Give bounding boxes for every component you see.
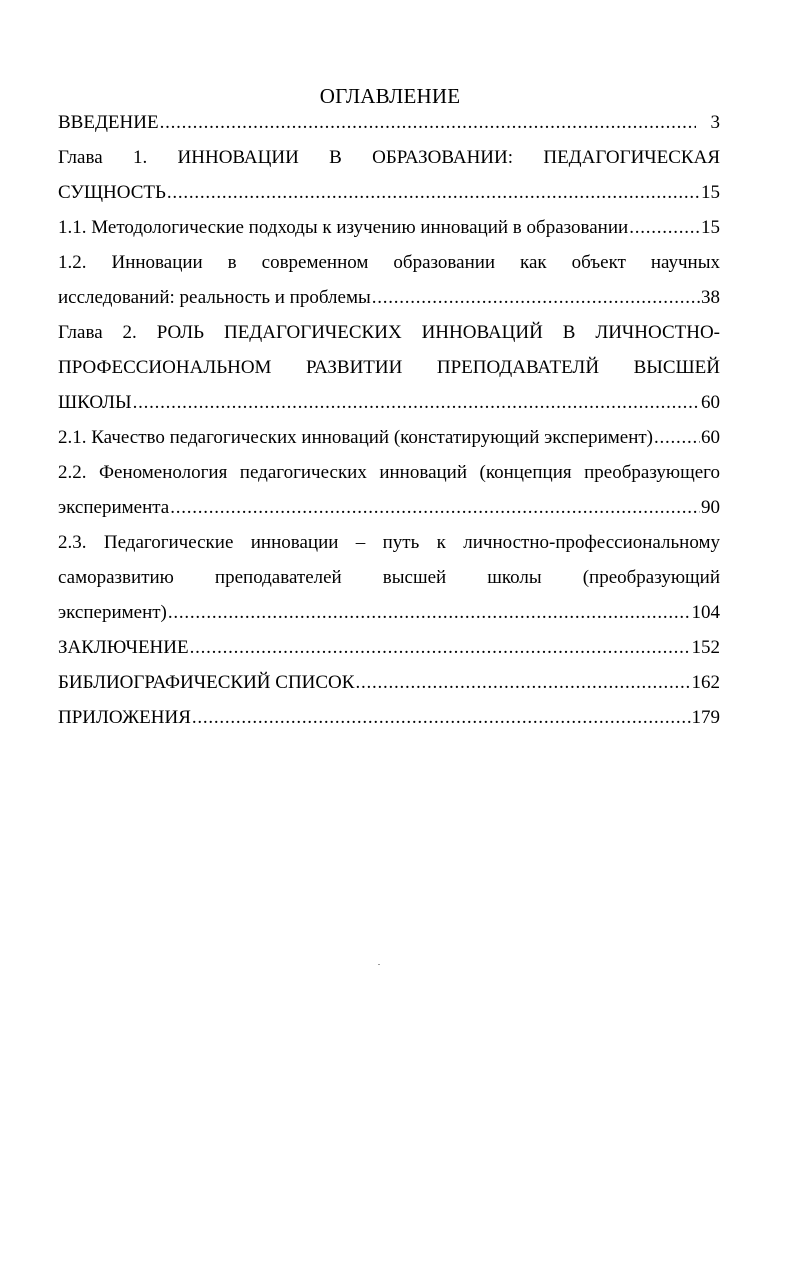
toc-row [58,388,720,417]
toc-label: 1.1. Методологические подходы к изучению инноваций в образовании [58,217,629,238]
toc-row [58,703,720,732]
dot-leader [654,423,700,452]
toc-entry-introduction [58,108,720,137]
toc-entry-bibliography [58,668,720,697]
toc-row [58,493,720,522]
toc-row [58,108,720,137]
toc-entry-appendix [58,703,720,732]
toc-row [58,283,720,312]
toc-line: 1.2. Инновации в современном образовании как объект научных [58,252,720,273]
dot-leader [133,388,700,417]
toc-entry-section-1-1 [58,213,720,242]
toc-label: эксперимент) [58,602,167,623]
toc-page-number: 15 [701,217,720,238]
toc-row [58,213,720,242]
toc-page-number: 104 [691,602,720,623]
toc-entry-section-1-2 [58,248,720,312]
dot-leader [372,283,700,312]
toc-label: эксперимента [58,497,170,518]
toc-page-number: 179 [691,707,720,728]
toc-entry-section-2-2 [58,458,720,522]
toc-page-number: 15 [701,182,720,203]
toc-line: 2.3. Педагогические инновации – путь к личностно-профессиональному [58,532,720,553]
dot-leader [629,213,700,242]
dot-leader [170,493,700,522]
toc-line: Глава 2. РОЛЬ ПЕДАГОГИЧЕСКИХ ИННОВАЦИЙ В ЛИЧНОСТНО- [58,322,720,343]
toc-page-number: 60 [701,427,720,448]
toc-entry-section-2-1 [58,423,720,452]
toc-label: ПРИЛОЖЕНИЯ [58,707,191,728]
toc-row [58,423,720,452]
dot-leader [190,633,691,662]
toc-label: ШКОЛЫ [58,392,132,413]
toc-page-number: 38 [701,287,720,308]
toc-page-number: 3 [710,112,720,133]
toc-label: СУЩНОСТЬ [58,182,166,203]
toc-line: ПРОФЕССИОНАЛЬНОМ РАЗВИТИИ ПРЕПОДАВАТЕЛЙ ВЫСШЕЙ [58,357,720,378]
page-title: ОГЛАВЛЕНИЕ [319,84,461,108]
toc-entry-section-2-3 [58,528,720,627]
dot-leader [167,178,700,207]
toc-label: ВВЕДЕНИЕ [58,112,159,133]
toc-page-number: 152 [691,637,720,658]
toc-entry-conclusion [58,633,720,662]
toc-label: ЗАКЛЮЧЕНИЕ [58,637,189,658]
toc-entry-chapter-1 [58,143,720,207]
toc-line: Глава 1. ИННОВАЦИИ В ОБРАЗОВАНИИ: ПЕДАГОГИЧЕСКАЯ [58,147,720,168]
toc-line: саморазвитию преподавателей высшей школы (преобразующий [58,567,720,588]
toc-label: БИБЛИОГРАФИЧЕСКИЙ СПИСОК [58,672,355,693]
toc-row [58,598,720,627]
toc-page-number: 60 [701,392,720,413]
toc-row [58,178,720,207]
toc-label: исследований: реальность и проблемы [58,287,371,308]
toc-label: 2.1. Качество педагогических инноваций (констатирующий эксперимент) [58,427,653,448]
dot-leader [168,598,691,627]
toc-row [58,633,720,662]
dot-leader [160,108,696,137]
dot-leader [192,703,691,732]
toc-page-number: 90 [701,497,720,518]
toc-row [58,668,720,697]
dot-leader [355,668,690,697]
toc-line: 2.2. Феноменология педагогических инноваций (концепция преобразующего [58,462,720,483]
toc-entry-chapter-2 [58,318,720,417]
toc-page-number: 162 [691,672,720,693]
table-of-contents [58,108,720,738]
scan-speck [378,964,380,965]
